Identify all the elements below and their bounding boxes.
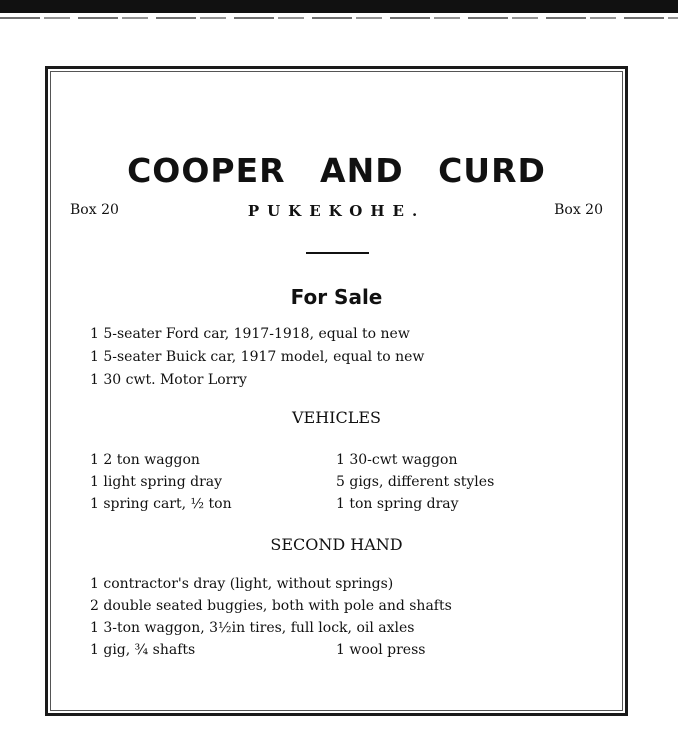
vehicle-item: 1 light spring dray xyxy=(90,474,223,490)
box-number-right: Box 20 xyxy=(554,202,603,218)
second-hand-heading: SECOND HAND xyxy=(270,535,403,554)
second-hand-item: 1 contractor's dray (light, without springs) xyxy=(90,576,394,592)
vehicle-item: 1 2 ton waggon xyxy=(90,452,200,468)
second-hand-item: 1 3-ton waggon, 3½in tires, full lock, oil axles xyxy=(90,620,415,636)
vehicle-item: 1 ton spring dray xyxy=(336,496,459,512)
top-rule-thin xyxy=(0,17,678,19)
vehicles-heading: VEHICLES xyxy=(291,408,381,427)
vehicle-item: 1 spring cart, ½ ton xyxy=(90,496,232,512)
for-sale-heading: For Sale xyxy=(290,285,383,309)
second-hand-item: 1 gig, ¾ shafts xyxy=(90,642,196,658)
vehicle-item: 5 gigs, different styles xyxy=(336,474,495,490)
second-hand-item: 2 double seated buggies, both with pole and shafts xyxy=(90,598,452,614)
divider-rule xyxy=(306,252,369,254)
advertisement-box xyxy=(45,66,628,716)
town-name: PUKEKOHE. xyxy=(247,202,426,220)
second-hand-item: 1 wool press xyxy=(336,642,426,658)
motor-item: 1 30 cwt. Motor Lorry xyxy=(90,372,247,388)
box-number-left: Box 20 xyxy=(70,202,119,218)
vehicle-item: 1 30-cwt waggon xyxy=(336,452,458,468)
firm-name: COOPER AND CURD xyxy=(127,151,546,190)
motor-item: 1 5-seater Ford car, 1917-1918, equal to new xyxy=(90,326,410,342)
top-rule xyxy=(0,0,678,13)
motor-item: 1 5-seater Buick car, 1917 model, equal to new xyxy=(90,349,425,365)
